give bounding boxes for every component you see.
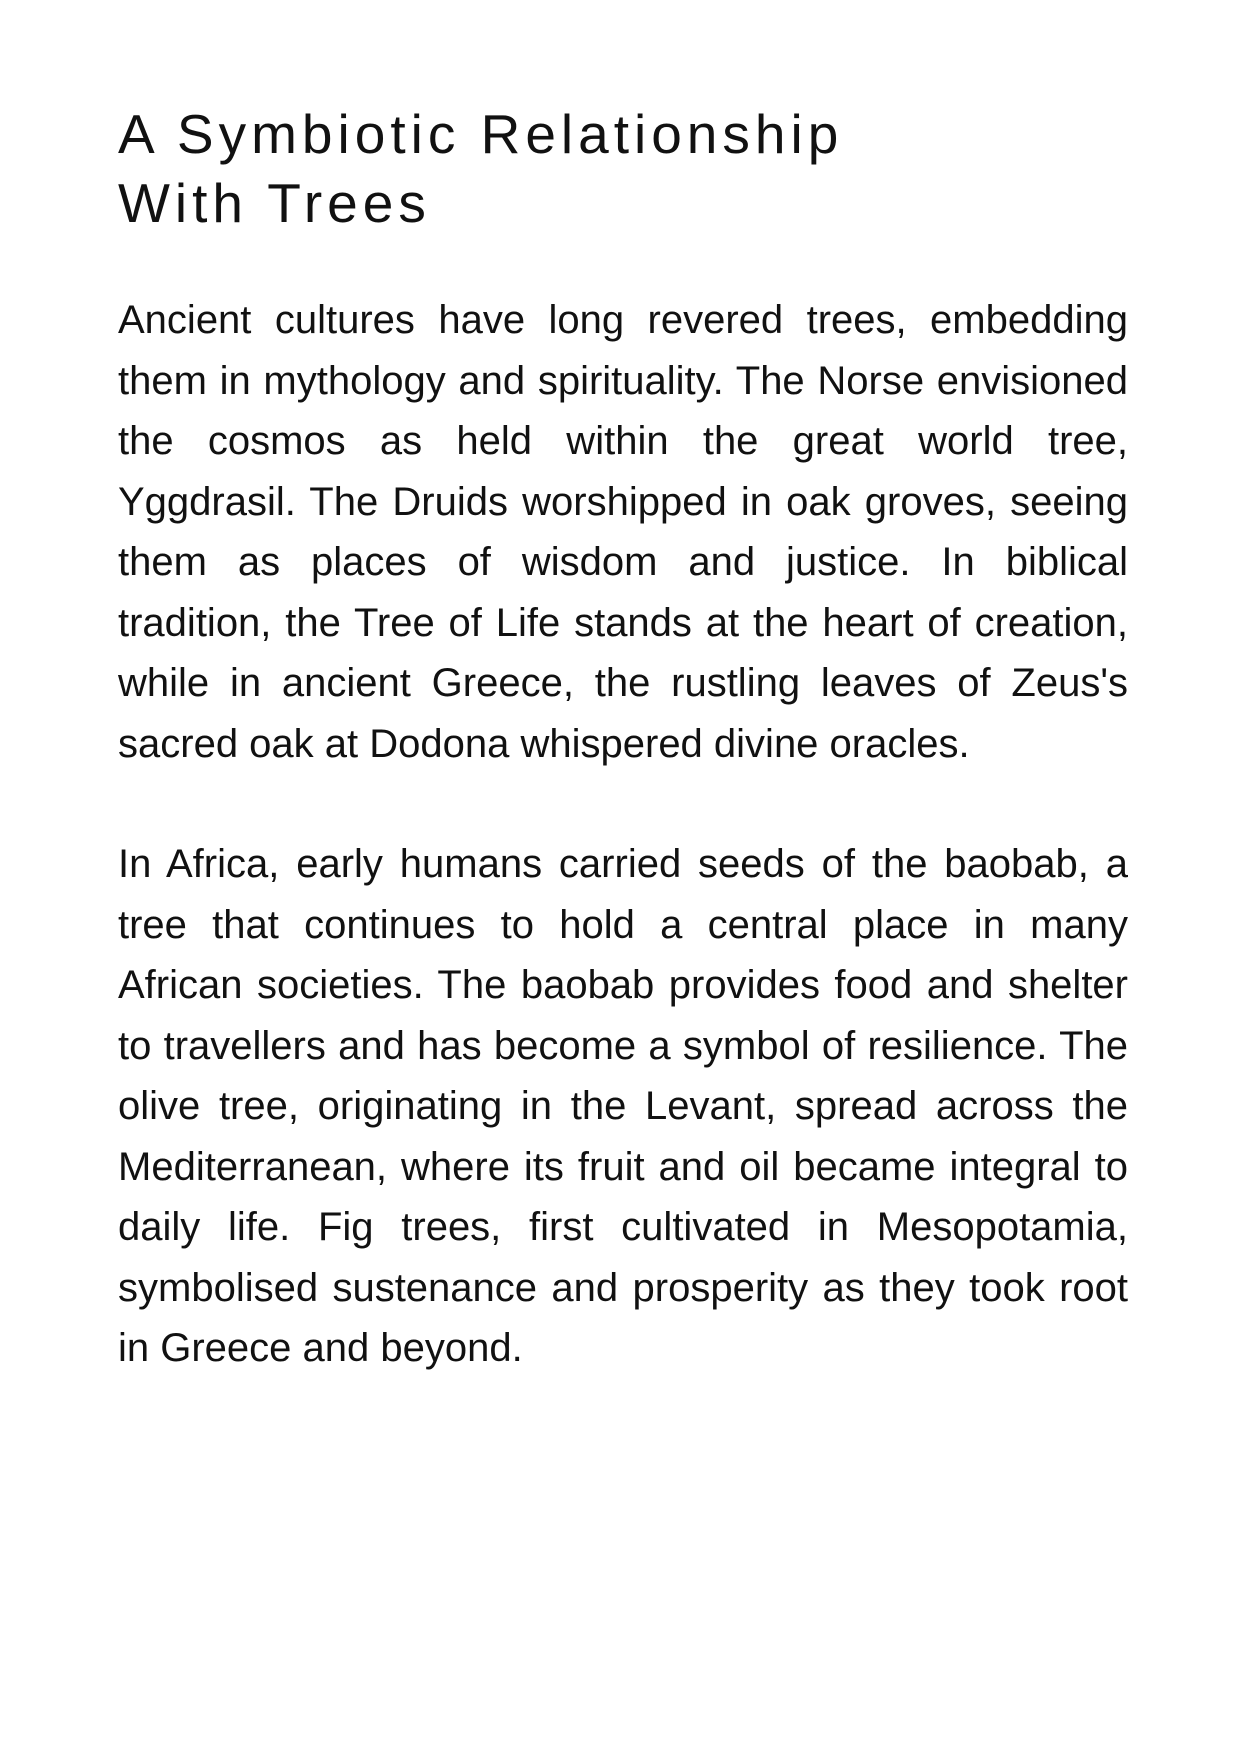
document-page <box>118 100 1128 1379</box>
title-line-2: With Trees <box>118 172 431 234</box>
paragraph-africa: In Africa, early humans carried seeds of the baobab, a tree that continues to hold a central place in many African societies. The baobab provides food and shelter to travellers and has become a symbol of resilience. The olive tree, originating in the Levant, spread across the Mediterranean, where its fruit and oil became integral to daily life. Fig trees, first cultivated in Mesopotamia, symbolised sustenance and prosperity as they took root in Greece and beyond. <box>118 842 1128 1370</box>
title-line-1: A Symbiotic Relationship <box>118 103 844 165</box>
page-title <box>118 100 1128 238</box>
paragraph-ancient-cultures: Ancient cultures have long revered trees, embedding them in mythology and spirituality. The Norse envisioned the cosmos as held within the great world tree, Yggdrasil. The Druids worshipped in oak groves, seeing them as places of wisdom and justice. In biblical tradition, the Tree of Life stands at the heart of creation, while in ancient Greece, the rustling leaves of Zeus's sacred oak at Dodona whispered divine oracles. <box>118 298 1128 766</box>
